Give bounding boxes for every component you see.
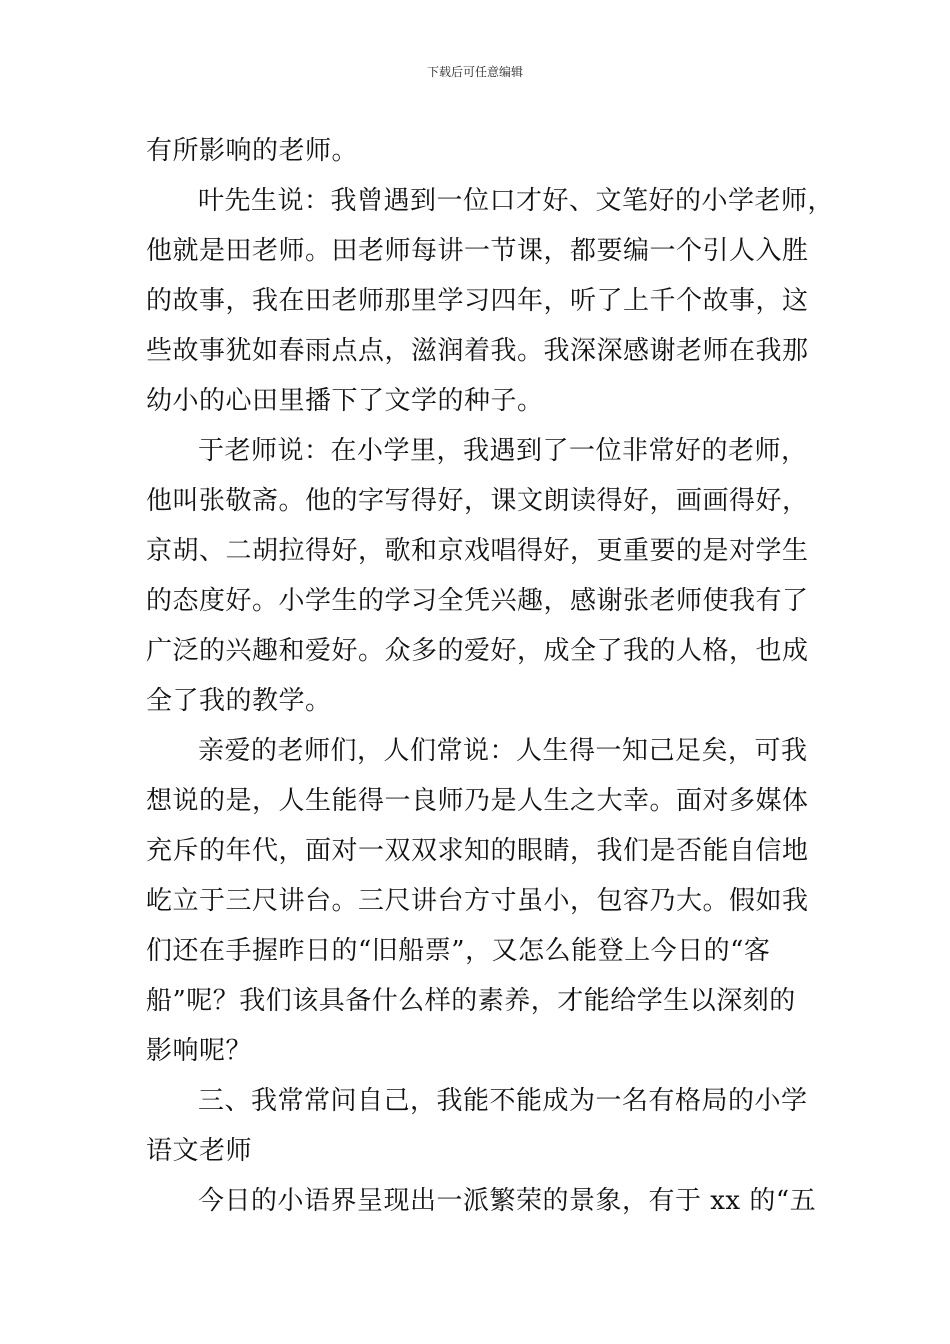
text-line: 广泛的兴趣和爱好。众多的爱好，成全了我的人格，也成 — [146, 636, 809, 666]
text-line: 幼小的心田里播下了文学的种子。 — [146, 386, 544, 416]
text-line: 于老师说：在小学里，我遇到了一位非常好的老师， — [198, 436, 808, 466]
text-line: 船”呢？我们该具备什么样的素养，才能给学生以深刻的 — [146, 986, 796, 1016]
text-line: 亲爱的老师们，人们常说：人生得一知己足矣，可我 — [198, 736, 808, 766]
text-line: 有所影响的老师。 — [146, 136, 359, 166]
text-line: 三、我常常问自己，我能不能成为一名有格局的小学 — [198, 1086, 808, 1116]
text-line: 想说的是，人生能得一良师乃是人生之大幸。面对多媒体 — [146, 786, 809, 816]
text-line: 的故事，我在田老师那里学习四年，听了上千个故事，这 — [146, 286, 809, 316]
text-line: 屹立于三尺讲台。三尺讲台方寸虽小，包容乃大。假如我 — [146, 886, 809, 916]
text-line: 今日的小语界呈现出一派繁荣的景象，有于 xx 的“五 — [198, 1186, 817, 1216]
text-line: 叶先生说：我曾遇到一位口才好、文笔好的小学老师， — [198, 186, 835, 216]
text-line: 影响呢？ — [146, 1036, 253, 1066]
text-line: 的态度好。小学生的学习全凭兴趣，感谢张老师使我有了 — [146, 586, 809, 616]
text-line: 语文老师 — [146, 1136, 253, 1166]
text-line: 他就是田老师。田老师每讲一节课，都要编一个引人入胜 — [146, 236, 809, 266]
text-line: 们还在手握昨日的“旧船票”，又怎么能登上今日的“客 — [146, 936, 771, 966]
text-line: 他叫张敬斋。他的字写得好，课文朗读得好，画画得好， — [146, 486, 809, 516]
document-body — [146, 126, 835, 1226]
text-line: 京胡、二胡拉得好，歌和京戏唱得好，更重要的是对学生 — [146, 536, 809, 566]
page-header: 下载后可任意编辑 — [426, 65, 523, 79]
text-line: 充斥的年代，面对一双双求知的眼睛，我们是否能自信地 — [146, 836, 809, 866]
text-line: 全了我的教学。 — [146, 686, 332, 716]
text-line: 些故事犹如春雨点点，滋润着我。我深深感谢老师在我那 — [146, 336, 809, 366]
